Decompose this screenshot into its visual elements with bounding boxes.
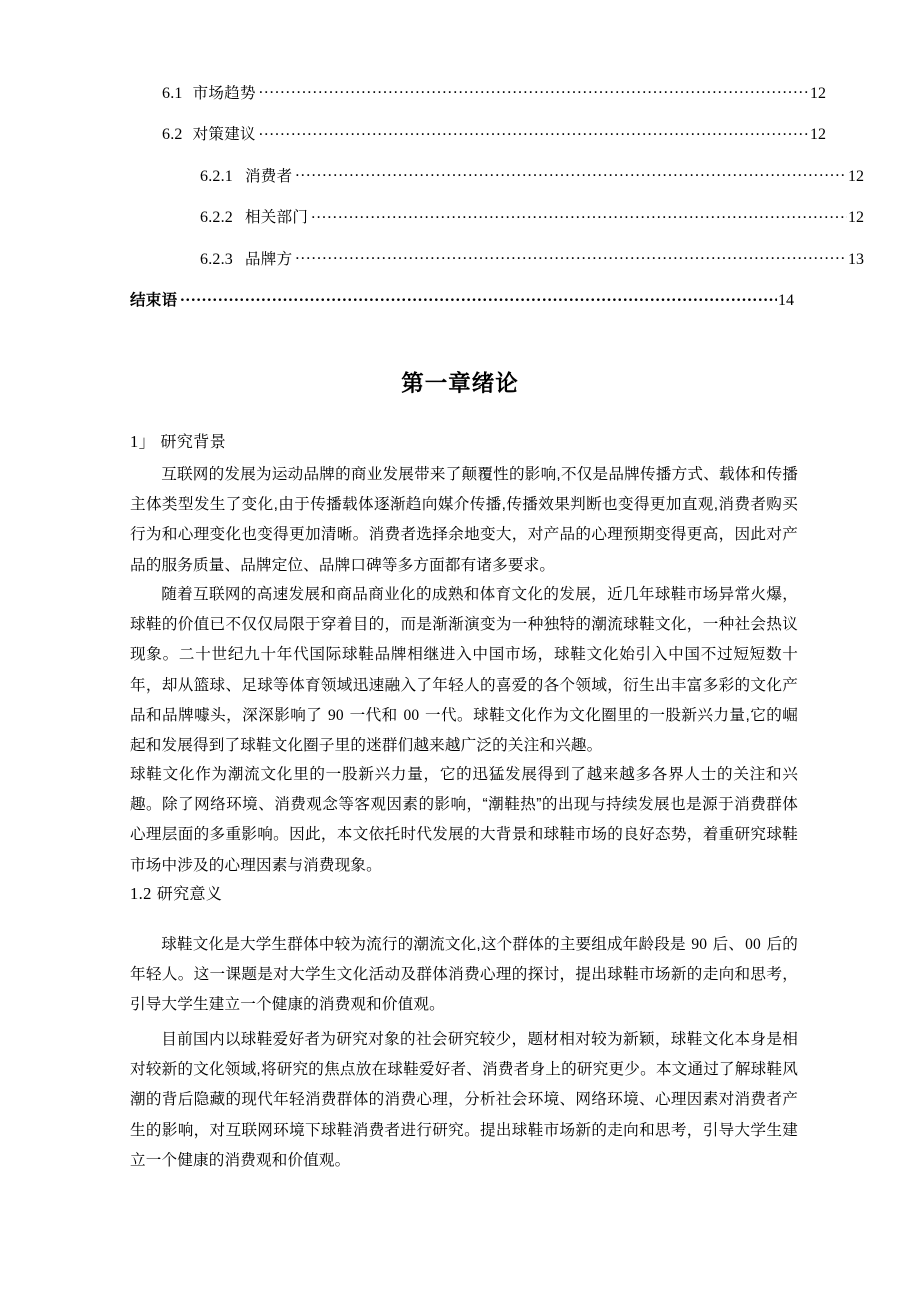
toc-entry[interactable]: [130, 207, 864, 227]
toc-entry[interactable]: [130, 82, 826, 102]
toc-entry-label: 相关部门: [245, 209, 309, 226]
paragraph-text-part: 球鞋文化是大学生群体中较为流行的潮流文化,这个群体的主要组成年龄段是: [161, 936, 691, 953]
toc-dot-leader: [180, 290, 777, 306]
toc-entry-page: 12: [810, 84, 826, 102]
toc-dot-leader: [311, 207, 847, 223]
toc-entry-page: 13: [848, 250, 864, 268]
inline-number: 00: [745, 936, 761, 953]
toc-entry-page: 12: [810, 126, 826, 143]
paragraph-text-part: 后、: [708, 936, 745, 953]
toc-entry[interactable]: [130, 290, 794, 310]
paragraph-significance-2: 目前国内以球鞋爱好者为研究对象的社会研究较少，题材相对较为新颖，球鞋文化本身是相对较新的文化领域,将研究的焦点放在球鞋爱好者、消费者身上的研究更少。本文通过了解球鞋风潮的背后隐藏的现代年轻消费群体的消费心理，分析社会环境、网络环境、心理因素对消费者产生的影响，对互联网环境下球鞋消费者进行研究。提出球鞋市场新的走向和思考，引导大学生建立一个健康的消费观和价值观。: [130, 1031, 798, 1169]
toc-dot-leader: [259, 82, 809, 98]
paragraph-background-1: 互联网的发展为运动品牌的商业发展带来了颠覆性的影响,不仅是品牌传播方式、载体和传播主体类型发生了变化,由于传播载体逐渐趋向媒介传播,传播效果判断也变得更加直观,消费者购买行为和心理变化也变得更加清晰。消费者选择余地变大，对产品的心理预期变得更高，因此对产品的服务质量、品牌定位、品牌口碑等多方面都有诸多要求。: [130, 466, 798, 574]
paragraph-text-part: 后的年轻人。这一课题是对大学生文化活动及群体消费心理的探讨，提出球鞋市场新的走向和思考，引导大学生建立一个健康的消费观和价值观。: [130, 936, 798, 1014]
toc-entry-label: 结束语: [130, 292, 178, 309]
toc-entry-number: 6.2: [162, 126, 183, 143]
section-number: 1」: [130, 432, 156, 451]
paragraph-text-part: 随着互联网的高速发展和商品商业化的成熟和体育文化的发展，近几年球鞋市场异常火爆，球鞋的价值已不仅仅局限于穿着目的，而是渐渐演变为一种独特的潮流球鞋文化，一种社会热议现象。二十世纪九十年代国际球鞋品牌相继进入中国市场，球鞋文化始引入中国不过短短数十年，却从篮球、足球等体育领域迅速融入了年轻人的喜爱的各个领域，衍生出丰富多彩的文化产品和品牌噱头，深深影响了: [130, 586, 798, 724]
paragraph-text-part: 一代和: [344, 706, 403, 724]
toc-entry-page: 12: [848, 167, 864, 185]
table-of-contents: [130, 82, 864, 331]
toc-entry-number: 6.2.3: [200, 250, 233, 268]
inline-number: 90: [328, 706, 344, 724]
chapter-title: 第一章绪论: [401, 371, 519, 396]
section-title: 研究意义: [156, 886, 223, 903]
toc-entry[interactable]: [130, 124, 826, 144]
toc-entry-page: 14: [778, 292, 794, 309]
paragraph-background-2: [130, 580, 798, 761]
toc-entry-number: 6.2.1: [200, 167, 233, 185]
section-heading-research-significance: [130, 881, 222, 904]
paragraph-significance-1: [130, 930, 798, 1021]
toc-entry-label: 消费者: [245, 167, 293, 185]
toc-dot-leader: [259, 124, 809, 140]
toc-entry-label: 对策建议: [192, 126, 256, 143]
toc-dot-leader: [295, 248, 847, 264]
paragraph-text-part: 一代。球鞋文化作为文化圈里的一股新兴力量,它的崛起和发展得到了球鞋文化圈子里的迷群们越来越广泛的关注和兴趣。: [130, 706, 798, 755]
toc-dot-leader: [295, 165, 847, 181]
toc-entry-label: 市场趋势: [192, 84, 256, 102]
paragraph-background-3: 球鞋文化作为潮流文化里的一股新兴力量，它的迅猛发展得到了越来越多各界人士的关注和兴趣。除了网络环境、消费观念等客观因素的影响，“潮鞋热”的出现与持续发展也是源于消费群体心理层面的多重影响。因此，本文依托时代发展的大背景和球鞋市场的良好态势，着重研究球鞋市场中涉及的心理因素与消费现象。: [130, 766, 798, 874]
section-number: 1.2: [130, 884, 152, 903]
section-title: 研究背景: [160, 434, 227, 451]
inline-number: 90: [691, 936, 708, 953]
toc-entry-page: 12: [848, 209, 864, 226]
toc-entry-number: 6.1: [162, 84, 183, 102]
toc-entry[interactable]: [130, 248, 864, 268]
section-heading-research-background: [130, 428, 226, 452]
toc-entry[interactable]: [130, 165, 864, 185]
toc-entry-number: 6.2.2: [200, 209, 233, 226]
inline-number: 00: [403, 706, 420, 724]
toc-entry-label: 品牌方: [245, 250, 293, 268]
